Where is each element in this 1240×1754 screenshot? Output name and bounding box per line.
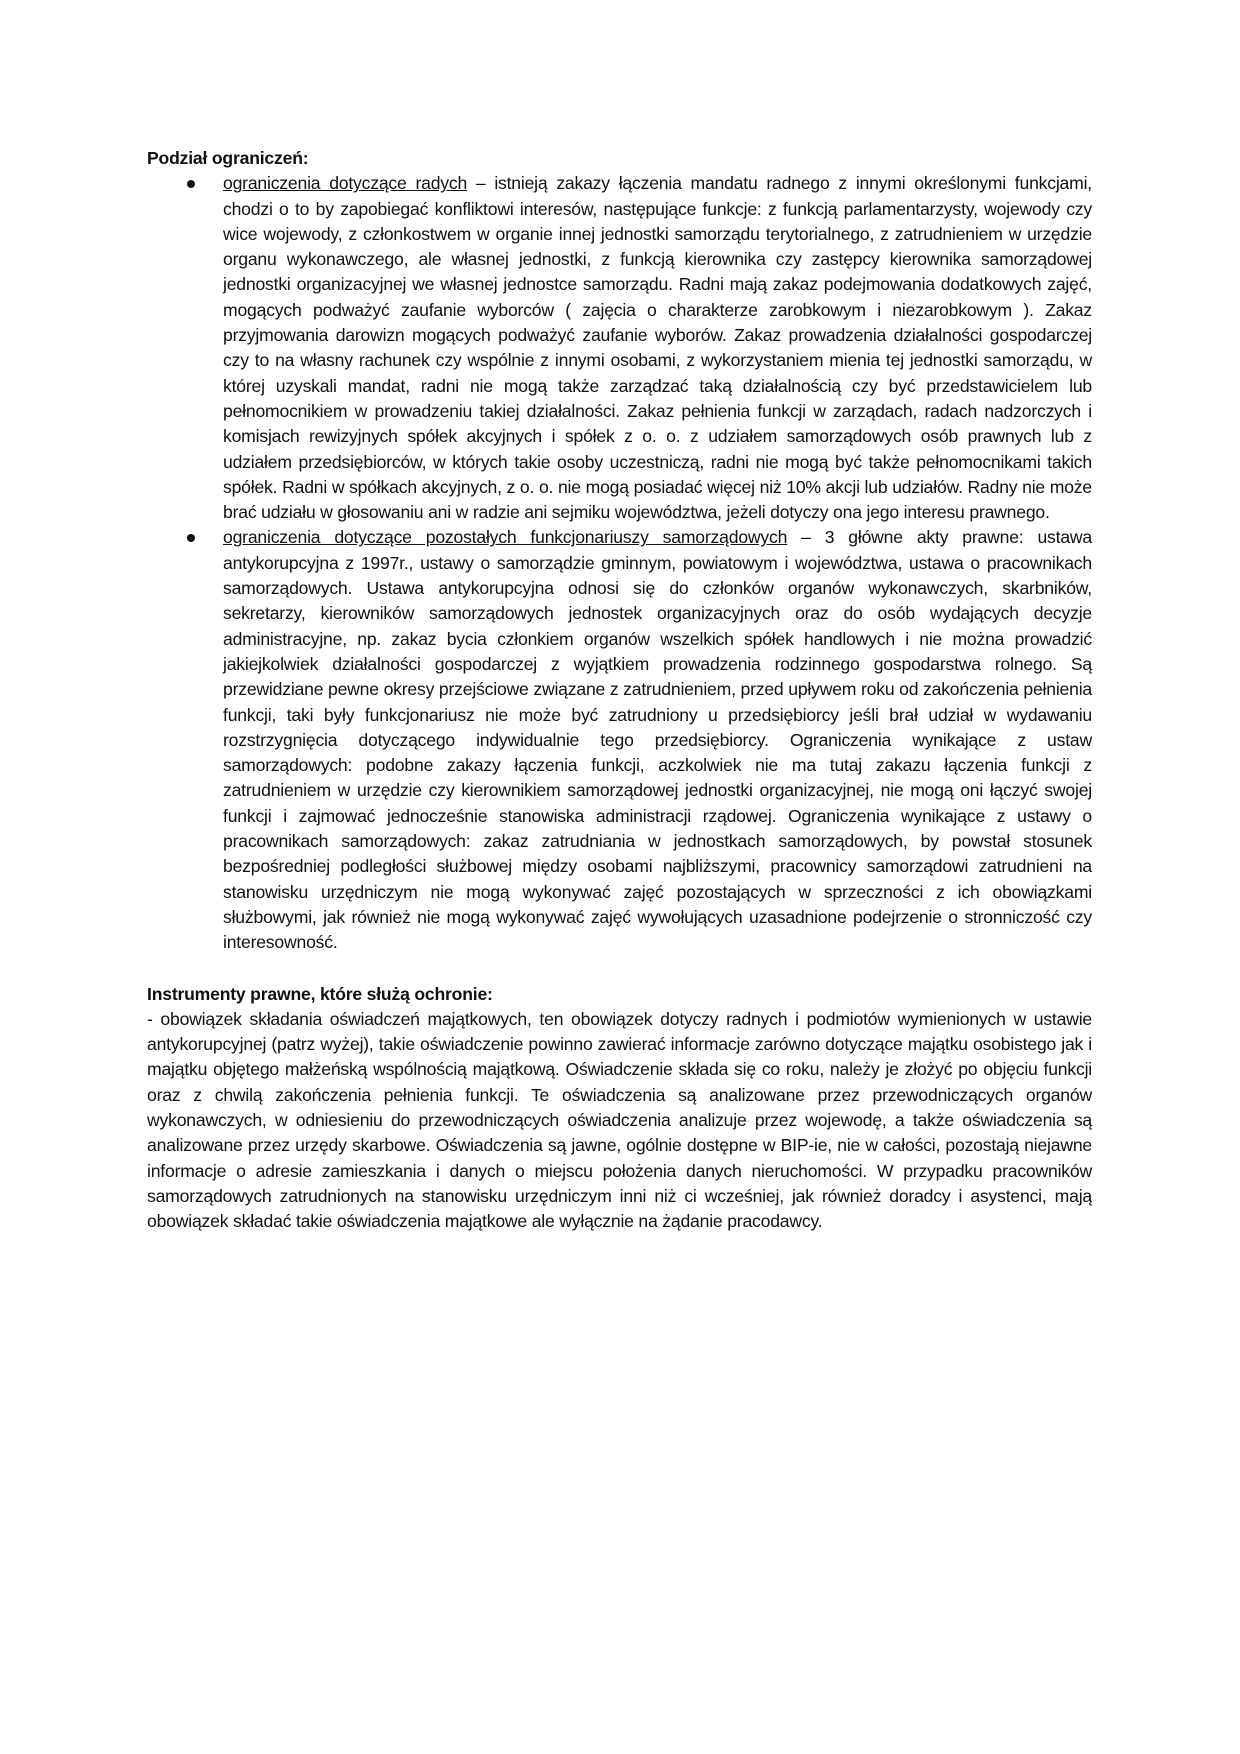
section-heading-restrictions: Podział ograniczeń: (147, 148, 309, 168)
section-heading-legal-instruments: Instrumenty prawne, które służą ochronie: (147, 983, 493, 1004)
section-paragraph: - obowiązek składania oświadczeń majątkowych, ten obowiązek dotyczy radnych i podmiotów wymienionych w ustawie antykorupcyjnej (patrz wyżej), takie oświadczenie powinno zawierać informacje zarówno dotyczące majątku osobistego jak i majątku objętego małżeńską wspólnością majątkową. Oświadczenie składa się co roku, należy je złożyć po objęciu funkcji oraz z chwilą zakończenia pełnienia funkcji. Te oświadczenia są analizowane przez przewodniczących organów wykonawczych, w odniesieniu do przewodniczących oświadczenia analizuje przez wojewodę, a także oświadczenia są analizowane przez urzędy skarbowe. Oświadczenia są jawne, ogólnie dostępne w BIP-ie, nie w całości, pozostają niejawne informacje o adresie zamieszkania i danych o miejscu położenia danych nieruchomości. W przypadku pracowników samorządowych zatrudnionych na stanowisku urzędniczym inni niż ci wcześniej, jak również doradcy i asystenci, mają obowiązek składać takie oświadczenia majątkowe ale wyłącznie na żądanie pracodawcy. (147, 1008, 1092, 1232)
document-page (147, 146, 1092, 1234)
list-item-text: – 3 główne akty prawne: ustawa antykorupcyjna z 1997r., ustawy o samorządzie gminnym, powiatowym i województwa, ustawa o pracownikach samorządowych. Ustawa antykorupcyjna odnosi się do członków organów wykonawczych, skarbników, sekretarzy, kierowników samorządowych jednostek organizacyjnych oraz do osób wydających decyzje administracyjne, np. zakaz bycia członkiem organów wszelkich spółek handlowych i nie można prowadzić jakiejkolwiek działalności gospodarczej z wyjątkiem prowadzenia rodzinnego gospodarstwa rolnego. Są przewidziane pewne okresy przejściowe związane z zatrudnieniem, przed upływem roku od zakończenia pełnienia funkcji, taki były funkcjonariusz nie może być zatrudniony u przedsiębiorcy jeśli brał udział w wydawaniu rozstrzygnięcia dotyczącego indywidualnie tego przedsiębiorcy. Ograniczenia wynikające z ustaw samorządowych: podobne zakazy łączenia funkcji, aczkolwiek nie ma tutaj zakazu łączenia funkcji z zatrudnieniem w urzędzie czy kierownikiem samorządowej jednostki organizacyjnej, nie mogą oni łączyć swojej funkcji i zajmować jednocześnie stanowiska administracji rządowej. Ograniczenia wynikające z ustawy o pracownikach samorządowych: zakaz zatrudniania w jednostkach samorządowych, by powstał stosunek bezpośredniej podległości służbowej między osobami najbliższymi, pracownicy samorządowi zatrudnieni na stanowisku urzędniczym nie mogą wykonywać zajęć pozostających w sprzeczności z ich obowiązkami służbowymi, jak również nie mogą wykonywać zajęć wywołujących uzasadnione podejrzenie o stronniczość czy interesowność. (223, 527, 1092, 953)
list-item (147, 525, 1092, 955)
list-item-text: – istnieją zakazy łączenia mandatu radnego z innymi określonymi funkcjami, chodzi o to by zapobiegać konfliktowi interesów, następujące funkcje: z funkcją parlamentarzysty, wojewody czy wice wojewody, z członkostwem w organie innej jednostki samorządu terytorialnego, z zatrudnieniem w urzędzie organu wykonawczego, ale własnej jednostki, z funkcją kierownika czy zastępcy kierownika samorządowej jednostki organizacyjnej we własnej jednostce samorządu. Radni mają zakaz podejmowania dodatkowych zajęć, mogących podważyć zaufanie wyborców ( zajęcia o charakterze zarobkowym i niezarobkowym ). Zakaz przyjmowania darowizn mogących podważyć zaufanie wyborów. Zakaz prowadzenia działalności gospodarczej czy to na własny rachunek czy wspólnie z innymi osobami, z wykorzystaniem mienia tej jednostki samorządu, w której uzyskali mandat, radni nie mogą także zarządzać taką działalnością czy być przedstawicielem lub pełnomocnikiem w prowadzeniu takiej działalności. Zakaz pełnienia funkcji w zarządach, radach nadzorczych i komisjach rewizyjnych spółek akcyjnych i spółek z o. o. z udziałem samorządowych osób prawnych lub z udziałem przedsiębiorców, w których takie osoby uczestniczą, radni nie mogą być także pełnomocnikami takich spółek. Radni w spółkach akcyjnych, z o. o. nie mogą posiadać więcej niż 10% akcji lub udziałów. Radny nie może brać udziału w głosowaniu ani w radzie ani sejmiku województwa, jeżeli dotyczy ona jego interesu prawnego. (223, 173, 1092, 523)
list-item-term: ograniczenia dotyczące pozostałych funkcjonariuszy samorządowych (223, 527, 788, 548)
bullet-icon (187, 180, 195, 188)
legal-instruments-section (147, 982, 1092, 1235)
bullet-icon (187, 534, 195, 542)
list-item (147, 171, 1092, 525)
list-item-term: ograniczenia dotyczące radych (223, 173, 468, 194)
restrictions-list (147, 171, 1092, 955)
